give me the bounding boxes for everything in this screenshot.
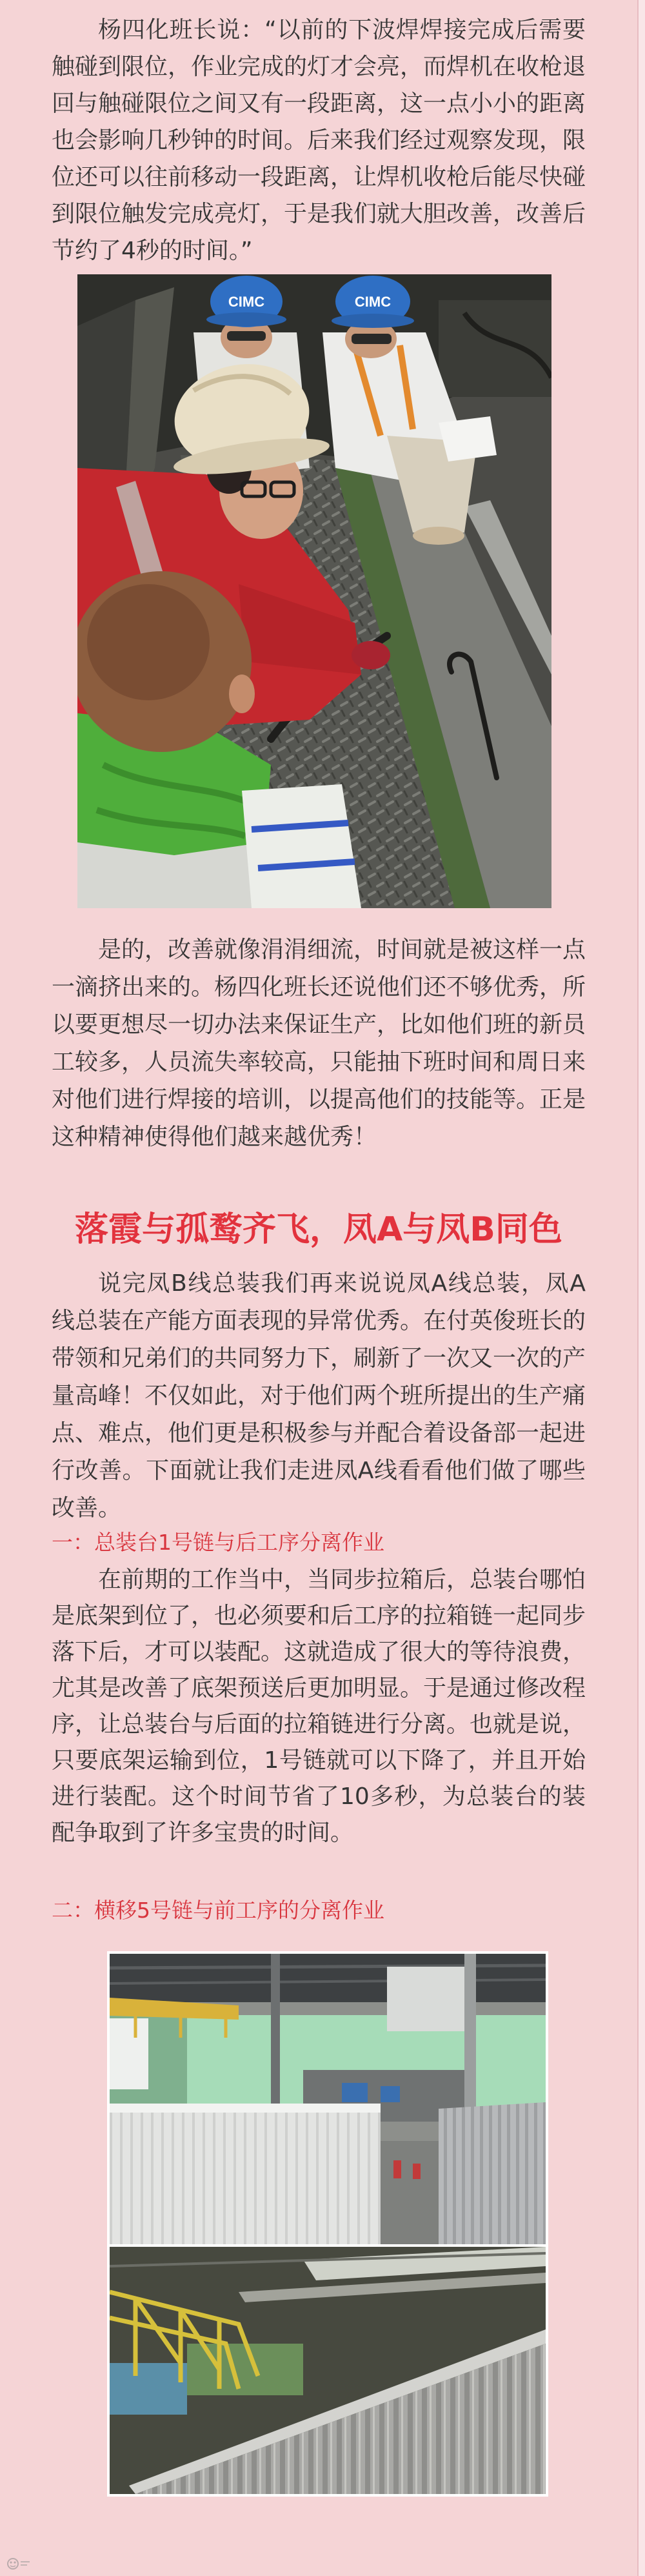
- section-heading: 落霞与孤鹜齐飞，凤A与凤B同色: [75, 1210, 562, 1249]
- helmet-logo: CIMC: [354, 294, 392, 310]
- sub-heading-2: 二：横移5号链与前工序的分离作业: [52, 1898, 384, 1923]
- helmet-logo: CIMC: [228, 294, 265, 310]
- watermark-logo: [6, 2555, 32, 2571]
- white-container: [110, 2104, 381, 2244]
- sub-heading-1: 一：总装台1号链与后工序分离作业: [52, 1530, 384, 1555]
- container-line-photo: [110, 2247, 546, 2494]
- page-edge: [637, 0, 645, 2576]
- white-bag: [242, 784, 361, 908]
- gray-container: [439, 2102, 546, 2244]
- factory-photo-frame: [107, 1951, 548, 2497]
- paragraph-improvement: 是的，改善就像涓涓细流，时间就是被这样一点一滴挤出来的。杨四化班长还说他们还不够优秀，所以要更想尽一切办法来保证生产，比如他们班的新员工较多，人员流失率较高，只能抽下班时间和周日来对他们进行焊接的培训，以提高他们的技能等。正是这种精神使得他们越来越优秀！: [52, 937, 586, 1150]
- welding-team-photo: [77, 274, 551, 908]
- factory-interior-photo: [110, 1954, 546, 2244]
- paragraph-chain-separation: 在前期的工作当中，当同步拉箱后，总装台哪怕是底架到位了，也必须要和后工序的拉箱链一起同步落下后，才可以装配。这就造成了很大的等待浪费，尤其是改善了底架预送后更加明显。于是通过修改程序，让总装台与后面的拉箱链进行分离。也就是说，只要底架运输到位，1号链就可以下降了，并且开始进行装配。这个时间节省了10多秒，为总装台的装配争取到了许多宝贵的时间。: [52, 1567, 586, 1846]
- paragraph-line-a-intro: 说完凤B线总装我们再来说说凤A线总装，凤A线总装在产能方面表现的异常优秀。在付英俊班长的带领和兄弟们的共同努力下，刷新了一次又一次的产量高峰！不仅如此，对于他们两个班所提出的生产痛点、难点，他们更是积极参与并配合着设备部一起进行改善。下面就让我们走进凤A线看看他们做了哪些改善。: [52, 1270, 586, 1521]
- paragraph-welding-quote: 杨四化班长说：“以前的下波焊焊接完成后需要触碰到限位，作业完成的灯才会亮，而焊机在收枪退回与触碰限位之间又有一段距离，这一点小小的距离也会影响几秒钟的时间。后来我们经过观察发现，限位还可以往前移动一段距离，让焊机收枪后能尽快碰到限位触发完成亮灯，于是我们就大胆改善，改善后节约了4秒的时间。”: [52, 17, 586, 264]
